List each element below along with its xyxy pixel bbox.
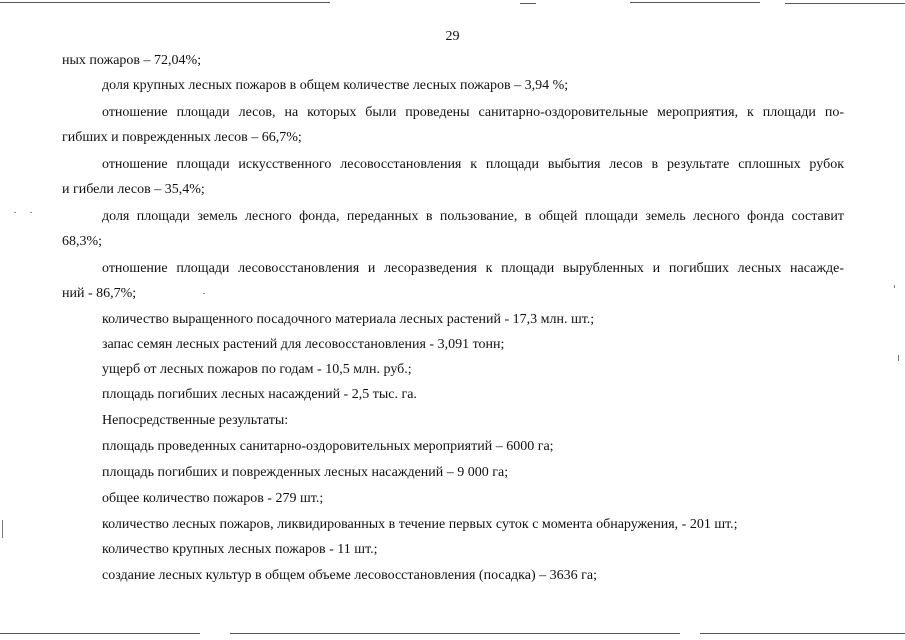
text-line: 68,3%; xyxy=(62,234,103,249)
text-line: доля крупных лесных пожаров в общем количестве лесных пожаров – 3,94 %; xyxy=(102,78,569,93)
scan-artifact-mark xyxy=(894,285,895,288)
scan-artifact-dot xyxy=(14,212,16,213)
scan-artifact-line xyxy=(700,633,905,634)
scan-artifact-mark xyxy=(898,355,899,361)
text-line: и гибели лесов – 35,4%; xyxy=(62,182,205,197)
text-line: ний - 86,7%; xyxy=(62,286,137,301)
text-line: отношение площади лесов, на которых были проведены санитарно-оздоровительные мероприятия, к площади по- xyxy=(102,105,844,120)
scan-artifact-line xyxy=(0,2,330,3)
scan-artifact-dot xyxy=(30,212,32,213)
text-line: запас семян лесных растений для лесовосстановления - 3,091 тонн; xyxy=(102,337,505,352)
section-heading: Непосредственные результаты: xyxy=(102,413,289,428)
text-line: общее количество пожаров - 279 шт.; xyxy=(102,491,324,506)
text-line: площадь погибших лесных насаждений - 2,5 тыс. га. xyxy=(102,387,417,402)
text-line: количество крупных лесных пожаров - 11 шт.; xyxy=(102,542,378,557)
text-line: отношение площади искусственного лесовосстановления к площади выбытия лесов в результате сплошных рубок xyxy=(102,157,844,172)
text-line: гибших и поврежденных лесов – 66,7%; xyxy=(62,130,302,145)
page-number: 29 xyxy=(445,29,460,44)
scan-artifact-line xyxy=(785,3,905,4)
text-line: количество выращенного посадочного материала лесных растений - 17,3 млн. шт.; xyxy=(102,312,595,327)
text-line: доля площади земель лесного фонда, переданных в пользование, в общей площади земель лесного фонда составит xyxy=(102,209,844,224)
scan-artifact-mark xyxy=(2,520,3,538)
text-line: количество лесных пожаров, ликвидированных в течение первых суток с момента обнаружения, - 201 шт.; xyxy=(102,517,738,532)
scan-artifact-line xyxy=(230,633,680,634)
scan-artifact-line xyxy=(0,633,200,634)
scan-artifact-line xyxy=(630,2,760,3)
text-line: площадь погибших и поврежденных лесных насаждений – 9 000 га; xyxy=(102,465,509,480)
text-line: создание лесных культур в общем объеме лесовосстановления (посадка) – 3636 га; xyxy=(102,568,597,583)
scan-artifact-dot xyxy=(203,293,205,294)
scan-artifact-line xyxy=(520,3,536,4)
text-line: ных пожаров – 72,04%; xyxy=(62,53,202,68)
text-line: ущерб от лесных пожаров по годам - 10,5 млн. руб.; xyxy=(102,362,412,377)
text-line: отношение площади лесовосстановления и лесоразведения к площади вырубленных и погибших лесных насажде- xyxy=(102,261,844,276)
text-line: площадь проведенных санитарно-оздоровительных мероприятий – 6000 га; xyxy=(102,439,554,454)
